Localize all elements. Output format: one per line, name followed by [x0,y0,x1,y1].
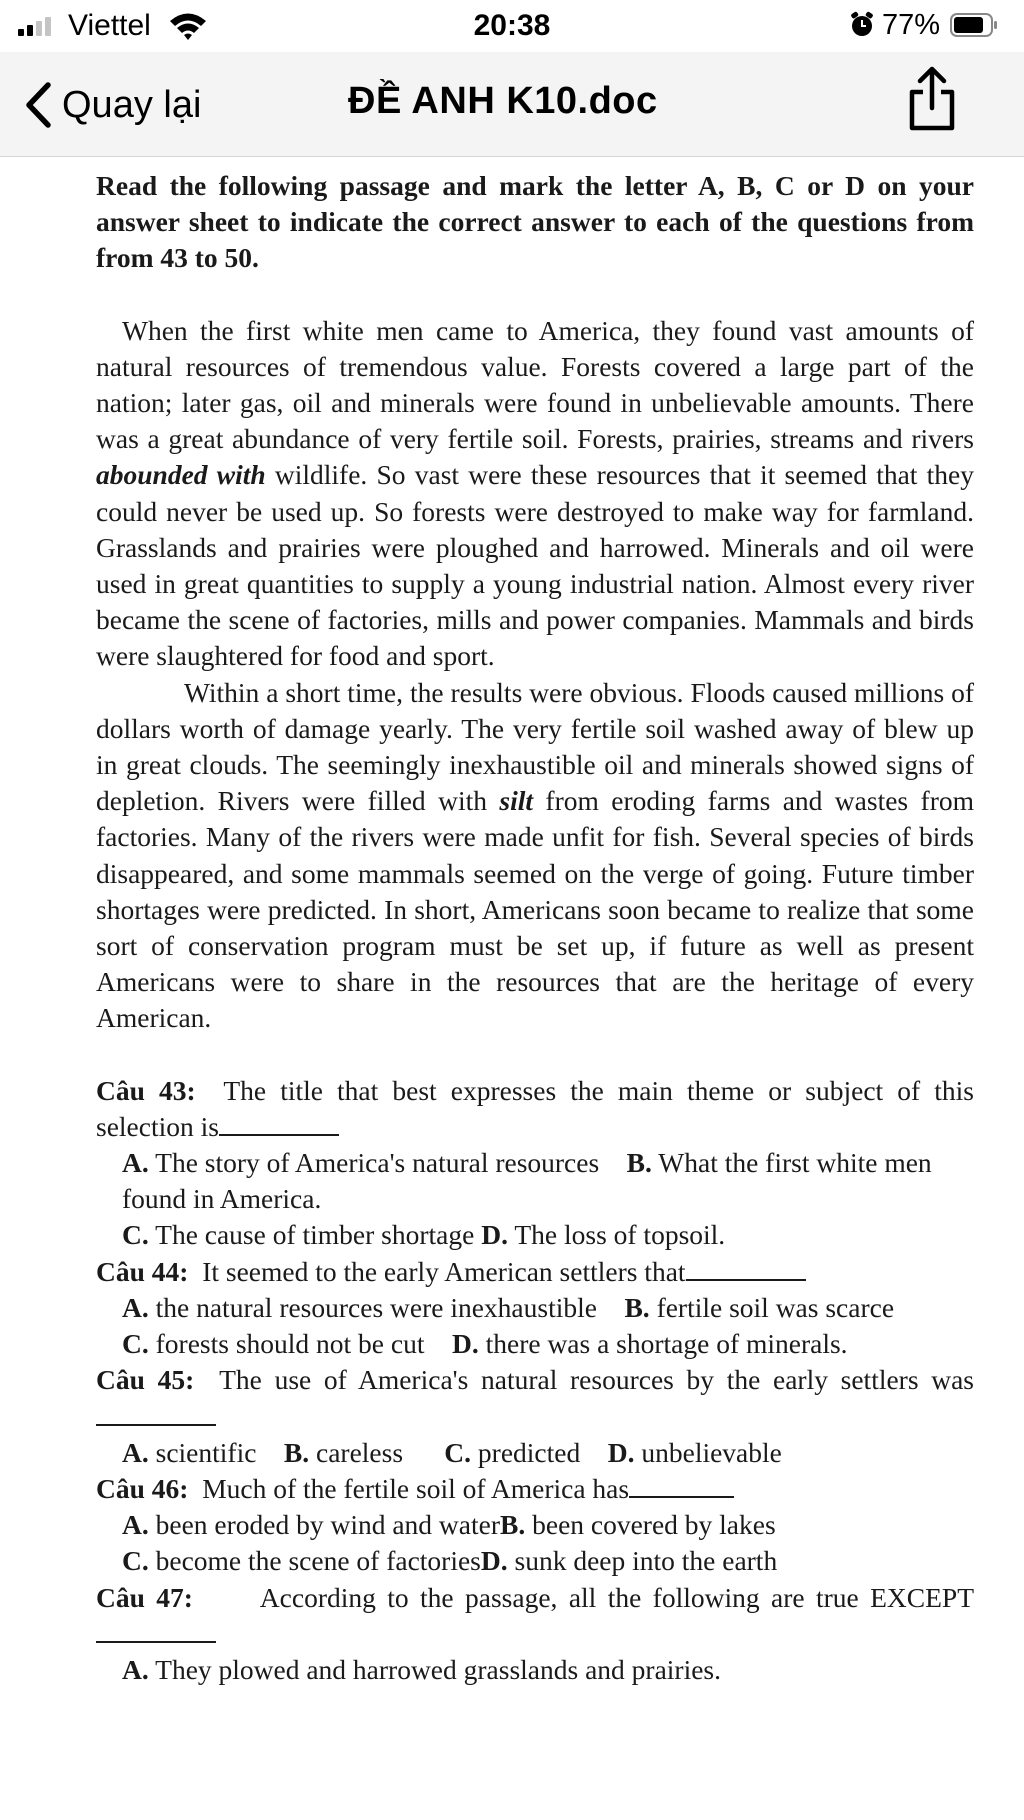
document-content [96,168,974,1688]
carrier-name: Viettel [68,9,151,42]
question-43: Câu 43: The title that best expresses the main theme or subject of this selection is [96,1074,974,1142]
passage-paragraph-1: When the first white men came to America, they found vast amounts of natural resources of tremendous value. Forests covered a large part of the nation; later gas, oil and minerals were found in unbelievable amounts. There was a great abundance of very fertile soil. Forests, prairies, streams and rivers abounded with wildlife. So vast were these resources that it seemed that they could never be used up. So forests were destroyed to make way for farmland. Grasslands and prairies were ploughed and harrowed. Minerals and oil were used in great quantities to supply a young industrial nation. Almost every river became the scene of factories, mills and power companies. Mammals and birds were slaughtered for food and sport. [96,314,974,672]
back-button[interactable] [24,78,201,132]
instruction-text: Read the following passage and mark the letter A, B, C or D on your answer sheet to indicate the correct answer to each of the questions from from 43 to 50. [96,170,974,274]
question-45: Câu 45: The use of America's natural resources by the early settlers was [96,1362,974,1434]
question-45-options: A. scientific B. careless C. predicted D. unbelievable [122,1436,782,1468]
navigation-bar [0,52,1024,157]
answer-blank [96,1400,216,1426]
answer-blank [629,1472,734,1498]
question-47: Câu 47: According to the passage, all the following are true EXCEPT [96,1580,974,1652]
back-button-label: Quay lại [62,83,202,126]
answer-blank [686,1255,806,1281]
answer-blank [219,1110,339,1136]
status-time: 20:38 [473,9,551,42]
battery-icon [950,13,998,37]
question-44-options-cd: C. forests should not be cut D. there was a shortage of minerals. [122,1328,848,1360]
question-46: Câu 46: Much of the fertile soil of America has [96,1471,974,1507]
document-title: ĐỀ ANH K10.doc [348,80,658,122]
alarm-clock-icon [848,11,876,39]
status-bar [0,0,1024,52]
question-44: Câu 44: It seemed to the early American settlers that [96,1254,974,1290]
battery-percentage: 77% [882,9,941,41]
question-46-options-cd: C. become the scene of factoriesD. sunk deep into the earth [122,1545,778,1577]
chevron-left-icon [24,82,52,128]
highlighted-word: silt [499,785,534,817]
question-list [96,1073,974,1688]
question-43-options-cd: C. The cause of timber shortage D. The loss of topsoil. [122,1219,726,1251]
highlighted-phrase: abounded with [96,459,266,491]
question-44-options-ab: A. the natural resources were inexhaustible B. fertile soil was scarce [122,1291,895,1323]
question-46-options-ab: A. been eroded by wind and waterB. been covered by lakes [122,1509,776,1541]
question-43-options-ab: A. The story of America's natural resources B. What the first white men found in America. [122,1147,932,1215]
share-icon[interactable] [904,64,960,134]
passage-paragraph-2: Within a short time, the results were obvious. Floods caused millions of dollars worth of damage yearly. The very fertile soil washed away of blew up in great clouds. The seemingly inexhaustible oil and minerals showed signs of depletion. Rivers were filled with silt from eroding farms and wastes from factories. Many of the rivers were made unfit for fish. Several species of birds disappeared, and some mammals seemed on the verge of going. Future timber shortages were predicted. In short, Americans soon became to realize that some sort of conservation program must be set up, if future as well as present Americans were to share in the resources that are the heritage of every American. [96,676,974,1034]
answer-blank [96,1617,216,1643]
question-47-option-a: A. They plowed and harrowed grasslands and prairies. [122,1653,721,1685]
